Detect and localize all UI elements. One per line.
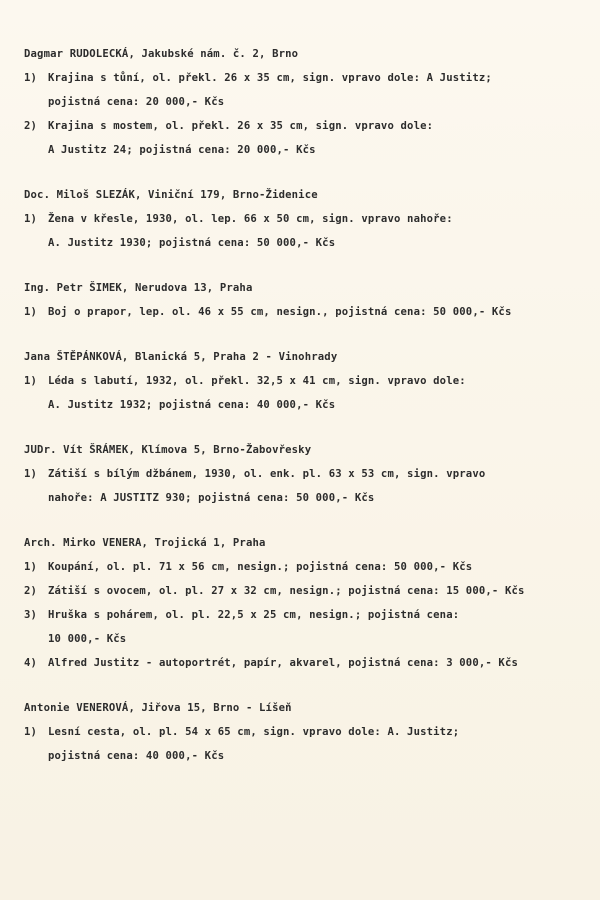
artwork-entry — [24, 369, 600, 417]
owner-heading: Arch. Mirko VENERA, Trojická 1, Praha — [24, 537, 266, 549]
owner-group — [24, 42, 600, 162]
entry-number: 1) — [24, 468, 38, 480]
artwork-entry — [24, 207, 600, 255]
entry-description: Zátiší s ovocem, ol. pl. 27 x 32 cm, nesign.; pojistná cena: 15 000,- Kčs — [48, 585, 525, 597]
entry-description: Lesní cesta, ol. pl. 54 x 65 cm, sign. vpravo dole: A. Justitz; — [48, 726, 460, 738]
group-spacer — [24, 162, 600, 183]
group-spacer — [24, 324, 600, 345]
owner-group — [24, 276, 600, 324]
entry-number: 2) — [24, 585, 38, 597]
group-spacer — [24, 255, 600, 276]
entry-number: 4) — [24, 657, 38, 669]
entry-description: Krajina s mostem, ol. překl. 26 x 35 cm, sign. vpravo dole: — [48, 120, 434, 132]
entry-number: 1) — [24, 306, 38, 318]
artwork-entry — [24, 555, 600, 579]
artwork-entry — [24, 579, 600, 603]
entry-description: Hruška s pohárem, ol. pl. 22,5 x 25 cm, nesign.; pojistná cena: — [48, 609, 460, 621]
artwork-entry — [24, 720, 600, 768]
entry-continuation: pojistná cena: 20 000,- Kčs — [48, 96, 225, 108]
group-spacer — [24, 675, 600, 696]
entry-description: Krajina s tůní, ol. překl. 26 x 35 cm, sign. vpravo dole: A Justitz; — [48, 72, 492, 84]
entry-continuation: pojistná cena: 40 000,- Kčs — [48, 750, 225, 762]
group-spacer — [24, 417, 600, 438]
owner-heading: Doc. Miloš SLEZÁK, Viniční 179, Brno-Židenice — [24, 189, 318, 201]
entry-description: Alfred Justitz - autoportrét, papír, akvarel, pojistná cena: 3 000,- Kčs — [48, 657, 519, 669]
entry-continuation: A Justitz 24; pojistná cena: 20 000,- Kčs — [48, 144, 316, 156]
entry-continuation: nahoře: A JUSTITZ 930; pojistná cena: 50 000,- Kčs — [48, 492, 375, 504]
entry-number: 1) — [24, 561, 38, 573]
entry-number: 2) — [24, 120, 38, 132]
owner-heading: JUDr. Vít ŠRÁMEK, Klímova 5, Brno-Žabovřesky — [24, 444, 312, 456]
owner-heading: Dagmar RUDOLECKÁ, Jakubské nám. č. 2, Brno — [24, 48, 299, 60]
entry-number: 1) — [24, 213, 38, 225]
owner-group — [24, 345, 600, 417]
owner-group — [24, 531, 600, 675]
entry-description: Žena v křesle, 1930, ol. lep. 66 x 50 cm, sign. vpravo nahoře: — [48, 213, 453, 225]
entry-number: 3) — [24, 609, 38, 621]
artwork-entry — [24, 66, 600, 114]
entry-number: 1) — [24, 72, 38, 84]
artwork-entry — [24, 300, 600, 324]
entry-continuation: A. Justitz 1932; pojistná cena: 40 000,- Kčs — [48, 399, 336, 411]
artwork-entry — [24, 114, 600, 162]
artwork-entry — [24, 651, 600, 675]
entry-description: Léda s labutí, 1932, ol. překl. 32,5 x 41 cm, sign. vpravo dole: — [48, 375, 466, 387]
artwork-owner-list — [24, 42, 600, 768]
owner-heading: Antonie VENEROVÁ, Jiřova 15, Brno - Líšeň — [24, 702, 292, 714]
entry-continuation: 10 000,- Kčs — [48, 633, 127, 645]
owner-heading: Jana ŠTĚPÁNKOVÁ, Blanická 5, Praha 2 - Vinohrady — [24, 351, 338, 363]
owner-group — [24, 696, 600, 768]
owner-heading: Ing. Petr ŠIMEK, Nerudova 13, Praha — [24, 282, 253, 294]
entry-number: 1) — [24, 375, 38, 387]
owner-group — [24, 183, 600, 255]
entry-number: 1) — [24, 726, 38, 738]
entry-description: Boj o prapor, lep. ol. 46 x 55 cm, nesign., pojistná cena: 50 000,- Kčs — [48, 306, 512, 318]
artwork-entry — [24, 603, 600, 651]
artwork-entry — [24, 462, 600, 510]
entry-continuation: A. Justitz 1930; pojistná cena: 50 000,- Kčs — [48, 237, 336, 249]
group-spacer — [24, 510, 600, 531]
entry-description: Zátiší s bílým džbánem, 1930, ol. enk. pl. 63 x 53 cm, sign. vpravo — [48, 468, 486, 480]
entry-description: Koupání, ol. pl. 71 x 56 cm, nesign.; pojistná cena: 50 000,- Kčs — [48, 561, 473, 573]
owner-group — [24, 438, 600, 510]
